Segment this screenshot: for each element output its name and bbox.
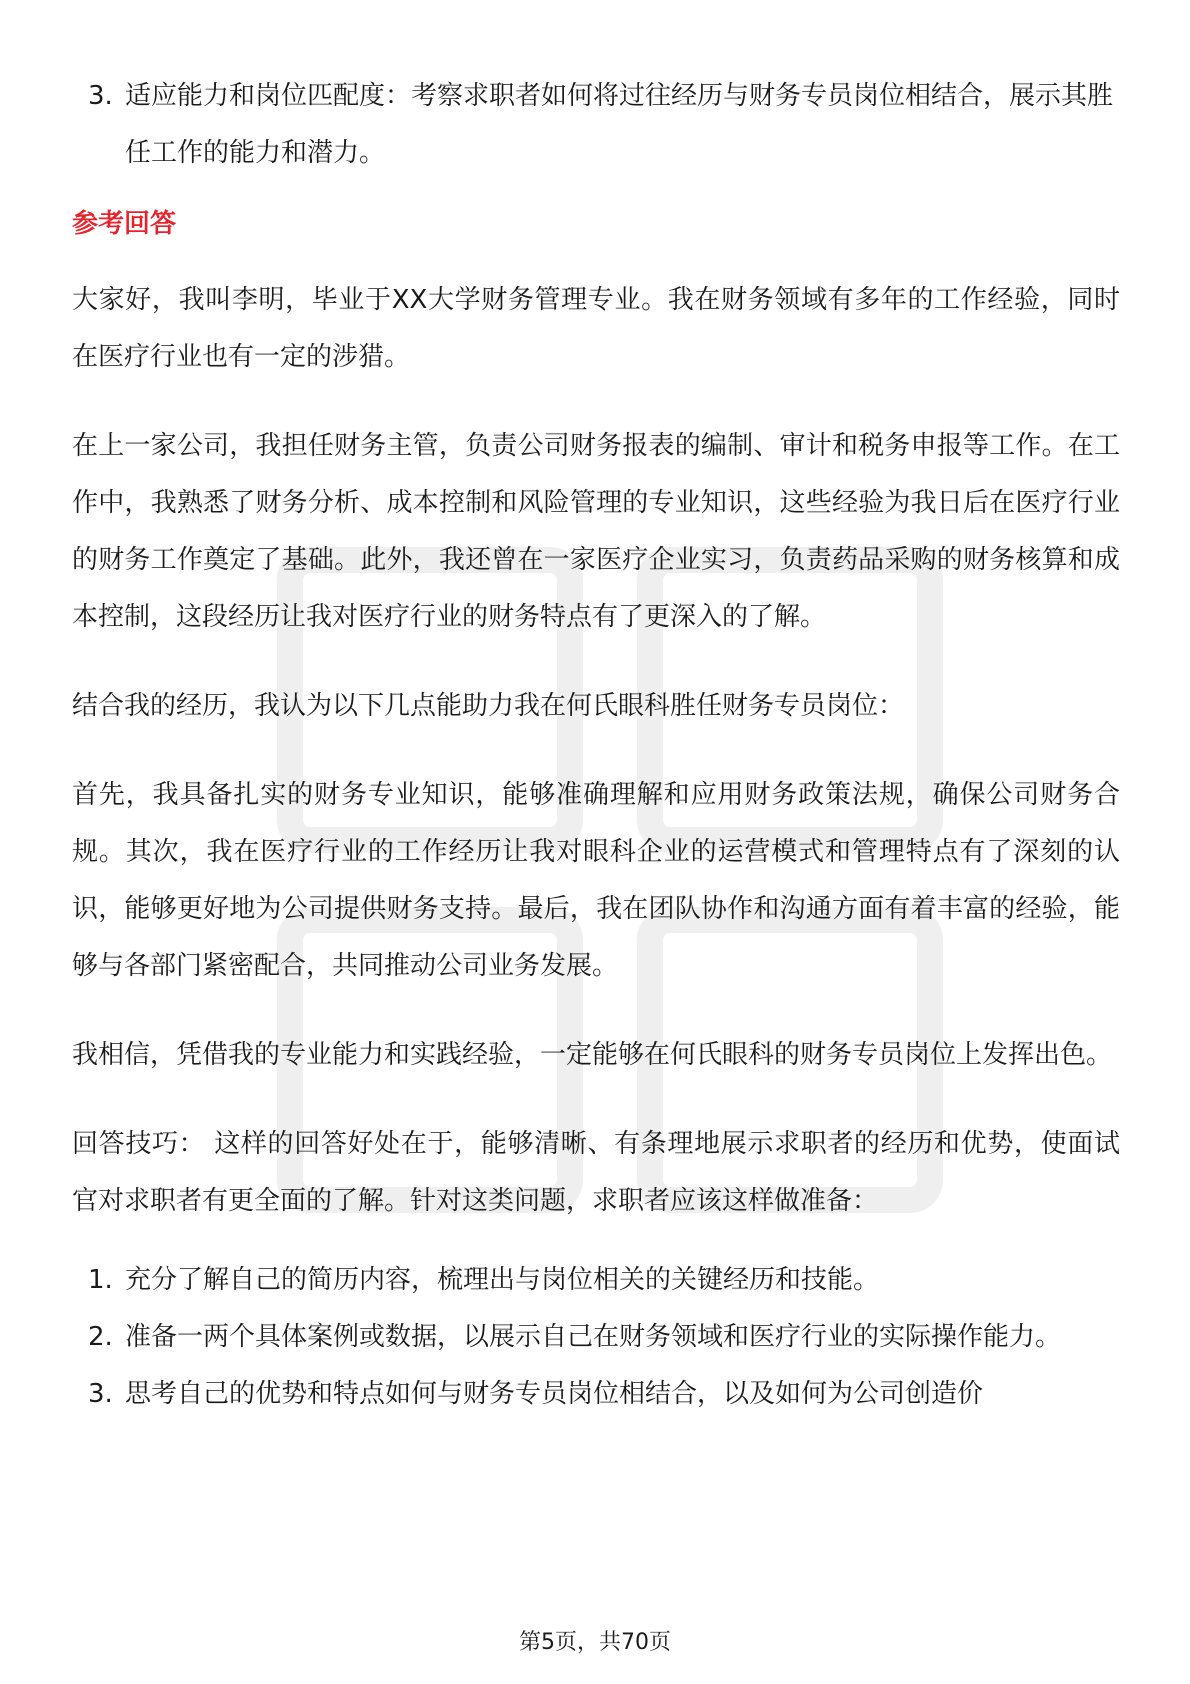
list-item <box>72 68 1120 182</box>
page-content <box>72 68 1120 1423</box>
paragraph-intro: 大家好，我叫李明，毕业于XX大学财务管理专业。我在财务领域有多年的工作经验，同时在医疗行业也有一定的涉猎。 <box>72 285 1120 372</box>
paragraph-transition: 结合我的经历，我认为以下几点能助力我在何氏眼科胜任财务专员岗位： <box>72 691 905 721</box>
tips-list <box>72 1252 1120 1423</box>
list-text: 准备一两个具体案例或数据，以展示自己在财务领域和医疗行业的实际操作能力。 <box>125 1322 1062 1352</box>
list-text: 充分了解自己的简历内容，梳理出与岗位相关的关键经历和技能。 <box>125 1265 880 1295</box>
list-item <box>72 1366 1120 1423</box>
list-number: 1. <box>88 1265 113 1295</box>
paragraph-closing: 我相信，凭借我的专业能力和实践经验，一定能够在何氏眼科的财务专员岗位上发挥出色。 <box>72 1040 1113 1070</box>
list-number: 2. <box>88 1322 113 1352</box>
section-heading: 参考回答 <box>72 209 177 239</box>
paragraph-experience: 在上一家公司，我担任财务主管，负责公司财务报表的编制、审计和税务申报等工作。在工作中，我熟悉了财务分析、成本控制和风险管理的专业知识，这些经验为我日后在医疗行业的财务工作奠定了基础。此外，我还曾在一家医疗企业实习，负责药品采购的财务核算和成本控制，这段经历让我对医疗行业的财务特点有了更深入的了解。 <box>72 431 1120 632</box>
paragraph-tips: 回答技巧： 这样的回答好处在于，能够清晰、有条理地展示求职者的经历和优势，使面试官对求职者有更全面的了解。针对这类问题，求职者应该这样做准备： <box>72 1129 1120 1216</box>
paragraph-strengths: 首先，我具备扎实的财务专业知识，能够准确理解和应用财务政策法规，确保公司财务合规。其次，我在医疗行业的工作经历让我对眼科企业的运营模式和管理特点有了深刻的认识，能够更好地为公司提供财务支持。最后，我在团队协作和沟通方面有着丰富的经验，能够与各部门紧密配合，共同推动公司业务发展。 <box>72 780 1120 981</box>
list-text: 适应能力和岗位匹配度：考察求职者如何将过往经历与财务专员岗位相结合，展示其胜任工作的能力和潜力。 <box>125 81 1114 168</box>
list-item <box>72 1309 1120 1366</box>
list-number: 3. <box>88 81 113 111</box>
list-item <box>72 1252 1120 1309</box>
criteria-list <box>72 68 1120 182</box>
list-number: 3. <box>88 1379 113 1409</box>
list-text: 思考自己的优势和特点如何与财务专员岗位相结合，以及如何为公司创造价 <box>125 1379 984 1409</box>
page-number: 第5页，共70页 <box>519 1630 671 1655</box>
